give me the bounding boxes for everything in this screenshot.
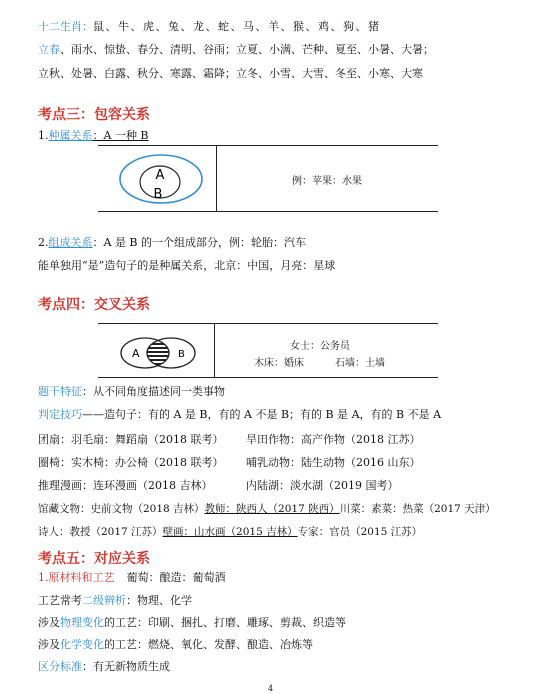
solar-terms-line-1 bbox=[38, 43, 434, 57]
example-right: 旱田作物：高产作物（2018 江苏） bbox=[246, 433, 421, 446]
item2-name: 组成关系 bbox=[48, 236, 93, 249]
venn-right-label: B bbox=[178, 349, 185, 360]
row-b-part3: 专家：官员（2015 江苏） bbox=[297, 526, 423, 538]
section4-title: 考点四：交叉关系 bbox=[38, 297, 150, 313]
page-number: 4 bbox=[268, 684, 274, 693]
l5-blue: 区分标准 bbox=[38, 660, 82, 673]
example-left: 团扇：羽毛扇：舞蹈扇（2018 联考） bbox=[38, 433, 224, 446]
row-a-part3: 川菜：素菜：热菜（2017 天津） bbox=[339, 503, 496, 515]
example-right: 哺乳动物：陆生动物（2016 山东） bbox=[246, 456, 421, 469]
row-a-part2: 教师：陕西人（2017 陕西） bbox=[204, 503, 340, 515]
row-a-part1: 馆藏文物：史前文物（2018 吉林） bbox=[38, 503, 205, 515]
item1-sep: ： bbox=[92, 129, 104, 142]
table1-divider bbox=[216, 145, 217, 211]
item1-name: 种属关系 bbox=[48, 129, 93, 142]
table1-top-border bbox=[98, 145, 438, 146]
example-row-2 bbox=[38, 456, 224, 470]
l3-blue: 物理变化 bbox=[60, 616, 104, 629]
example-row-3-right bbox=[246, 479, 399, 493]
table2-top-border bbox=[98, 323, 438, 324]
venn-intersection-diagram bbox=[118, 335, 198, 371]
section3-title: 考点三：包容关系 bbox=[38, 107, 150, 123]
table1-example: 例：苹果：水果 bbox=[292, 176, 362, 187]
solar-terms-line-2 bbox=[38, 67, 423, 81]
section3-note: 能单独用“是”造句子的是种属关系，北京：中国，月亮：星球 bbox=[38, 259, 336, 272]
example-row-5 bbox=[38, 525, 422, 539]
feature-text: ：从不同角度描述同一类事物 bbox=[82, 385, 225, 398]
example-right: 内陆湖：淡水湖（2019 国考） bbox=[246, 479, 399, 492]
venn-left-label: A bbox=[132, 347, 140, 360]
l3-pre: 涉及 bbox=[38, 616, 60, 629]
item1-text: 葡萄：酿造：葡萄酒 bbox=[126, 571, 226, 584]
section3-item1 bbox=[38, 129, 149, 143]
item2-desc: ：A 是 B 的一个组成部分，例：轮胎：汽车 bbox=[92, 236, 307, 249]
zodiac-label: 十二生肖： bbox=[38, 20, 93, 33]
example-row-1 bbox=[38, 433, 224, 447]
table2-line1: 女士：公务员 bbox=[290, 341, 350, 352]
example-left: 推理漫画：连环漫画（2018 吉林） bbox=[38, 479, 213, 492]
section5-line3 bbox=[38, 616, 346, 630]
tip-text: ——造句子：有的 A 是 B，有的 A 不是 B；有的 B 是 A，有的 B 不是 A bbox=[82, 408, 442, 421]
table2-divider bbox=[214, 323, 215, 377]
section5-line5 bbox=[38, 660, 170, 674]
section5-title: 考点五：对应关系 bbox=[38, 551, 150, 567]
solar-terms-text-1: 、雨水、惊蛰、春分、清明、谷雨；立夏、小满、芒种、夏至、小暑、大暑； bbox=[60, 43, 434, 56]
venn-inner-label: B bbox=[153, 187, 163, 202]
item1-label: 1.原材料和工艺 bbox=[38, 571, 115, 584]
tip-label: 判定技巧 bbox=[38, 408, 82, 421]
section5-line2 bbox=[38, 594, 192, 608]
example-row-3 bbox=[38, 479, 213, 493]
l2-blue: 二级辨析 bbox=[82, 594, 126, 607]
l5-post: ：有无新物质生成 bbox=[82, 660, 170, 673]
section5-line4 bbox=[38, 638, 313, 652]
feature-label: 题干特征 bbox=[38, 385, 82, 398]
table2-line2a: 木床：婚床 bbox=[254, 358, 304, 369]
example-row-2-right bbox=[246, 456, 421, 470]
table1-bottom-border bbox=[98, 211, 438, 212]
section5-item1 bbox=[38, 571, 226, 585]
example-row-1-right bbox=[246, 433, 421, 447]
table2-bottom-border bbox=[98, 377, 438, 378]
example-left: 圈椅：实木椅：办公椅（2018 联考） bbox=[38, 456, 224, 469]
tip-line bbox=[38, 408, 441, 422]
l2-pre: 工艺常考 bbox=[38, 594, 82, 607]
example-row-4 bbox=[38, 502, 496, 516]
l4-pre: 涉及 bbox=[38, 638, 60, 651]
table2-line2b: 石墙：土墙 bbox=[335, 358, 385, 369]
venn-outer-label: A bbox=[155, 168, 165, 183]
venn-inclusion-diagram bbox=[118, 152, 204, 206]
item1-num: 1. bbox=[38, 129, 49, 142]
zodiac-line bbox=[38, 20, 381, 34]
solar-terms-label: 立春 bbox=[38, 43, 60, 56]
section3-item2 bbox=[38, 236, 306, 250]
item1-desc: A 一种 B bbox=[103, 129, 149, 142]
solar-terms-text-2: 立秋、处暑、白露、秋分、寒露、霜降；立冬、小雪、大雪、冬至、小寒、大寒 bbox=[38, 67, 423, 80]
l3-post: 的工艺：印刷、捆扎、打磨、雕琢、剪裁、织造等 bbox=[104, 616, 346, 629]
row-b-part1: 诗人：教授（2017 江苏） bbox=[38, 526, 163, 538]
zodiac-text: 鼠、牛、虎、兔、龙、蛇、马、羊、猴、鸡、狗、猪 bbox=[93, 20, 381, 33]
feature-line bbox=[38, 385, 225, 399]
l4-blue: 化学变化 bbox=[60, 638, 104, 651]
l2-post: ：物理、化学 bbox=[126, 594, 192, 607]
item2-num: 2. bbox=[38, 236, 49, 249]
l4-post: 的工艺：燃烧、氧化、发酵、酿造、冶炼等 bbox=[104, 638, 313, 651]
row-b-part2: 壁画：山水画（2015 吉林） bbox=[162, 526, 298, 538]
